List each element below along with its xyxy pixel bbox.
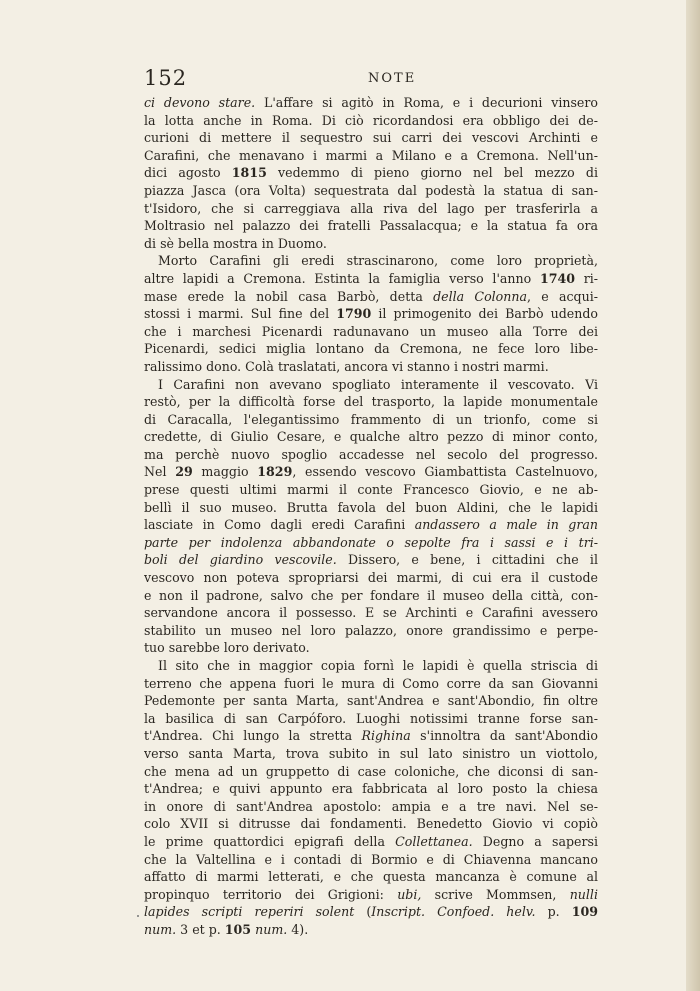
text-line: colo XVII si ditrusse dai fondamenti. Benedetto Giovio vi copiò: [144, 816, 598, 832]
text-line: vescovo non poteva spropriarsi dei marmi, di cui era il custode: [144, 570, 598, 586]
page-number: 152: [144, 66, 188, 90]
page-edge: [686, 0, 700, 991]
text-line: t'Andrea. Chi lungo la stretta Righina s'innoltra da sant'Abondio: [144, 728, 598, 744]
text-line: parte per indolenza abbandonate o sepolte fra i sassi e i tri-: [144, 534, 598, 550]
text-line: piazza Jasca (ora Volta) sequestrata dal podestà la statua di san-: [144, 182, 598, 198]
text-line: in onore di sant'Andrea apostolo: ampia e a tre navi. Nel se-: [144, 798, 598, 814]
text-line: mase erede la nobil casa Barbò, detta della Colonna, e acqui-: [144, 288, 598, 304]
text-line: curioni di mettere il sequestro sui carri dei vescovi Archinti e: [144, 130, 598, 146]
text-line: Morto Carafini gli eredi strascinarono, come loro proprietà,: [158, 253, 598, 269]
text-line: Il sito che in maggior copia fornì le lapidi è quella striscia di: [158, 658, 598, 673]
text-line: prese questi ultimi marmi il conte Francesco Giovio, e ne ab-: [144, 482, 598, 498]
text-line: t'Isidoro, che si carreggiava alla riva del lago per trasferirla a: [144, 200, 598, 216]
running-head: NOTE: [368, 71, 417, 86]
text-line: di sè bella mostra in Duomo.: [144, 235, 327, 251]
text-line: dici agosto 1815 vedemmo di pieno giorno nel bel mezzo di: [144, 165, 598, 181]
text-line: altre lapidi a Cremona. Estinta la famiglia verso l'anno 1740 ri-: [144, 270, 598, 286]
text-line: Carafini, che menavano i marmi a Milano e a Cremona. Nell'un-: [144, 147, 598, 163]
text-line: ralissimo dono. Colà traslatati, ancora vi stanno i nostri marmi.: [144, 358, 549, 374]
text-line: le prime quattordici epigrafi della Collettanea. Degno a sapersi: [144, 833, 598, 849]
text-line: credette, di Giulio Cesare, e qualche altro pezzo di minor conto,: [144, 429, 598, 445]
text-line: affatto di marmi letterati, e che questa mancanza è comune al: [144, 869, 598, 885]
text-line: servandone ancora il possesso. E se Archinti e Carafini avessero: [144, 605, 598, 621]
text-line: di Caracalla, l'elegantissimo frammento di un trionfo, come si: [144, 411, 598, 427]
text-line: stossi i marmi. Sul fine del 1790 il primogenito dei Barbò udendo: [144, 306, 598, 322]
text-line: tuo sarebbe loro derivato.: [144, 640, 310, 656]
text-line: lapides scripti reperiri solent (Inscript. Confoed. helv. p. 109: [144, 904, 598, 920]
text-line: boli del giardino vescovile. Dissero, e bene, i cittadini che il: [144, 552, 598, 568]
text-line: che la Valtellina e i contadi di Bormio e di Chiavenna mancano: [144, 851, 598, 867]
text-line: e non il padrone, salvo che per fondare il museo della città, con-: [144, 587, 598, 603]
text-line: num. 3 et p. 105 num. 4).: [144, 921, 309, 937]
text-line: lasciate in Como dagli eredi Carafini andassero a male in gran: [144, 517, 598, 533]
page-header: [144, 66, 598, 94]
text-line: la lotta anche in Roma. Di ciò ricordandosi era obbligo dei de-: [144, 112, 598, 128]
body-text: [144, 94, 598, 939]
text-line: Picenardi, sedici miglia lontano da Cremona, ne fece loro libe-: [144, 341, 598, 357]
text-line: ci devono stare. L'affare si agitò in Roma, e i decurioni vinsero: [144, 95, 598, 110]
text-line: che mena ad un gruppetto di case coloniche, che diconsi di san-: [144, 763, 598, 779]
text-line: la basilica di san Carpóforo. Luoghi notissimi tranne forse san-: [144, 710, 598, 726]
text-line: Moltrasio nel palazzo dei fratelli Passalacqua; e la statua fa ora: [144, 218, 598, 234]
text-line: Pedemonte per santa Marta, sant'Andrea e sant'Abondio, fin oltre: [144, 693, 598, 709]
text-line: terreno che appena fuori le mura di Como corre da san Giovanni: [144, 675, 598, 691]
text-line: propinquo territorio dei Grigioni: ubi, scrive Mommsen, nulli: [144, 886, 598, 902]
text-line: Nel 29 maggio 1829, essendo vescovo Giambattista Castelnuovo,: [144, 464, 598, 480]
text-line: verso santa Marta, trova subito in sul lato sinistro un viottolo,: [144, 745, 598, 761]
text-line: I Carafini non avevano spogliato interamente il vescovato. Vi: [158, 376, 598, 392]
text-line: che i marchesi Picenardi radunavano un museo alla Torre dei: [144, 323, 598, 339]
text-line: t'Andrea; e quivi appunto era fabbricata al loro posto la chiesa: [144, 781, 598, 797]
ink-speck: [137, 915, 139, 917]
text-line: bellì il suo museo. Brutta favola del buon Aldini, che le lapidi: [144, 499, 598, 515]
text-line: restò, per la difficoltà forse del trasporto, la lapide monumentale: [144, 394, 598, 410]
text-line: stabilito un museo nel loro palazzo, onore grandissimo e perpe-: [144, 622, 598, 638]
text-line: ma perchè nuovo spoglio accadesse nel secolo del progresso.: [144, 446, 598, 462]
